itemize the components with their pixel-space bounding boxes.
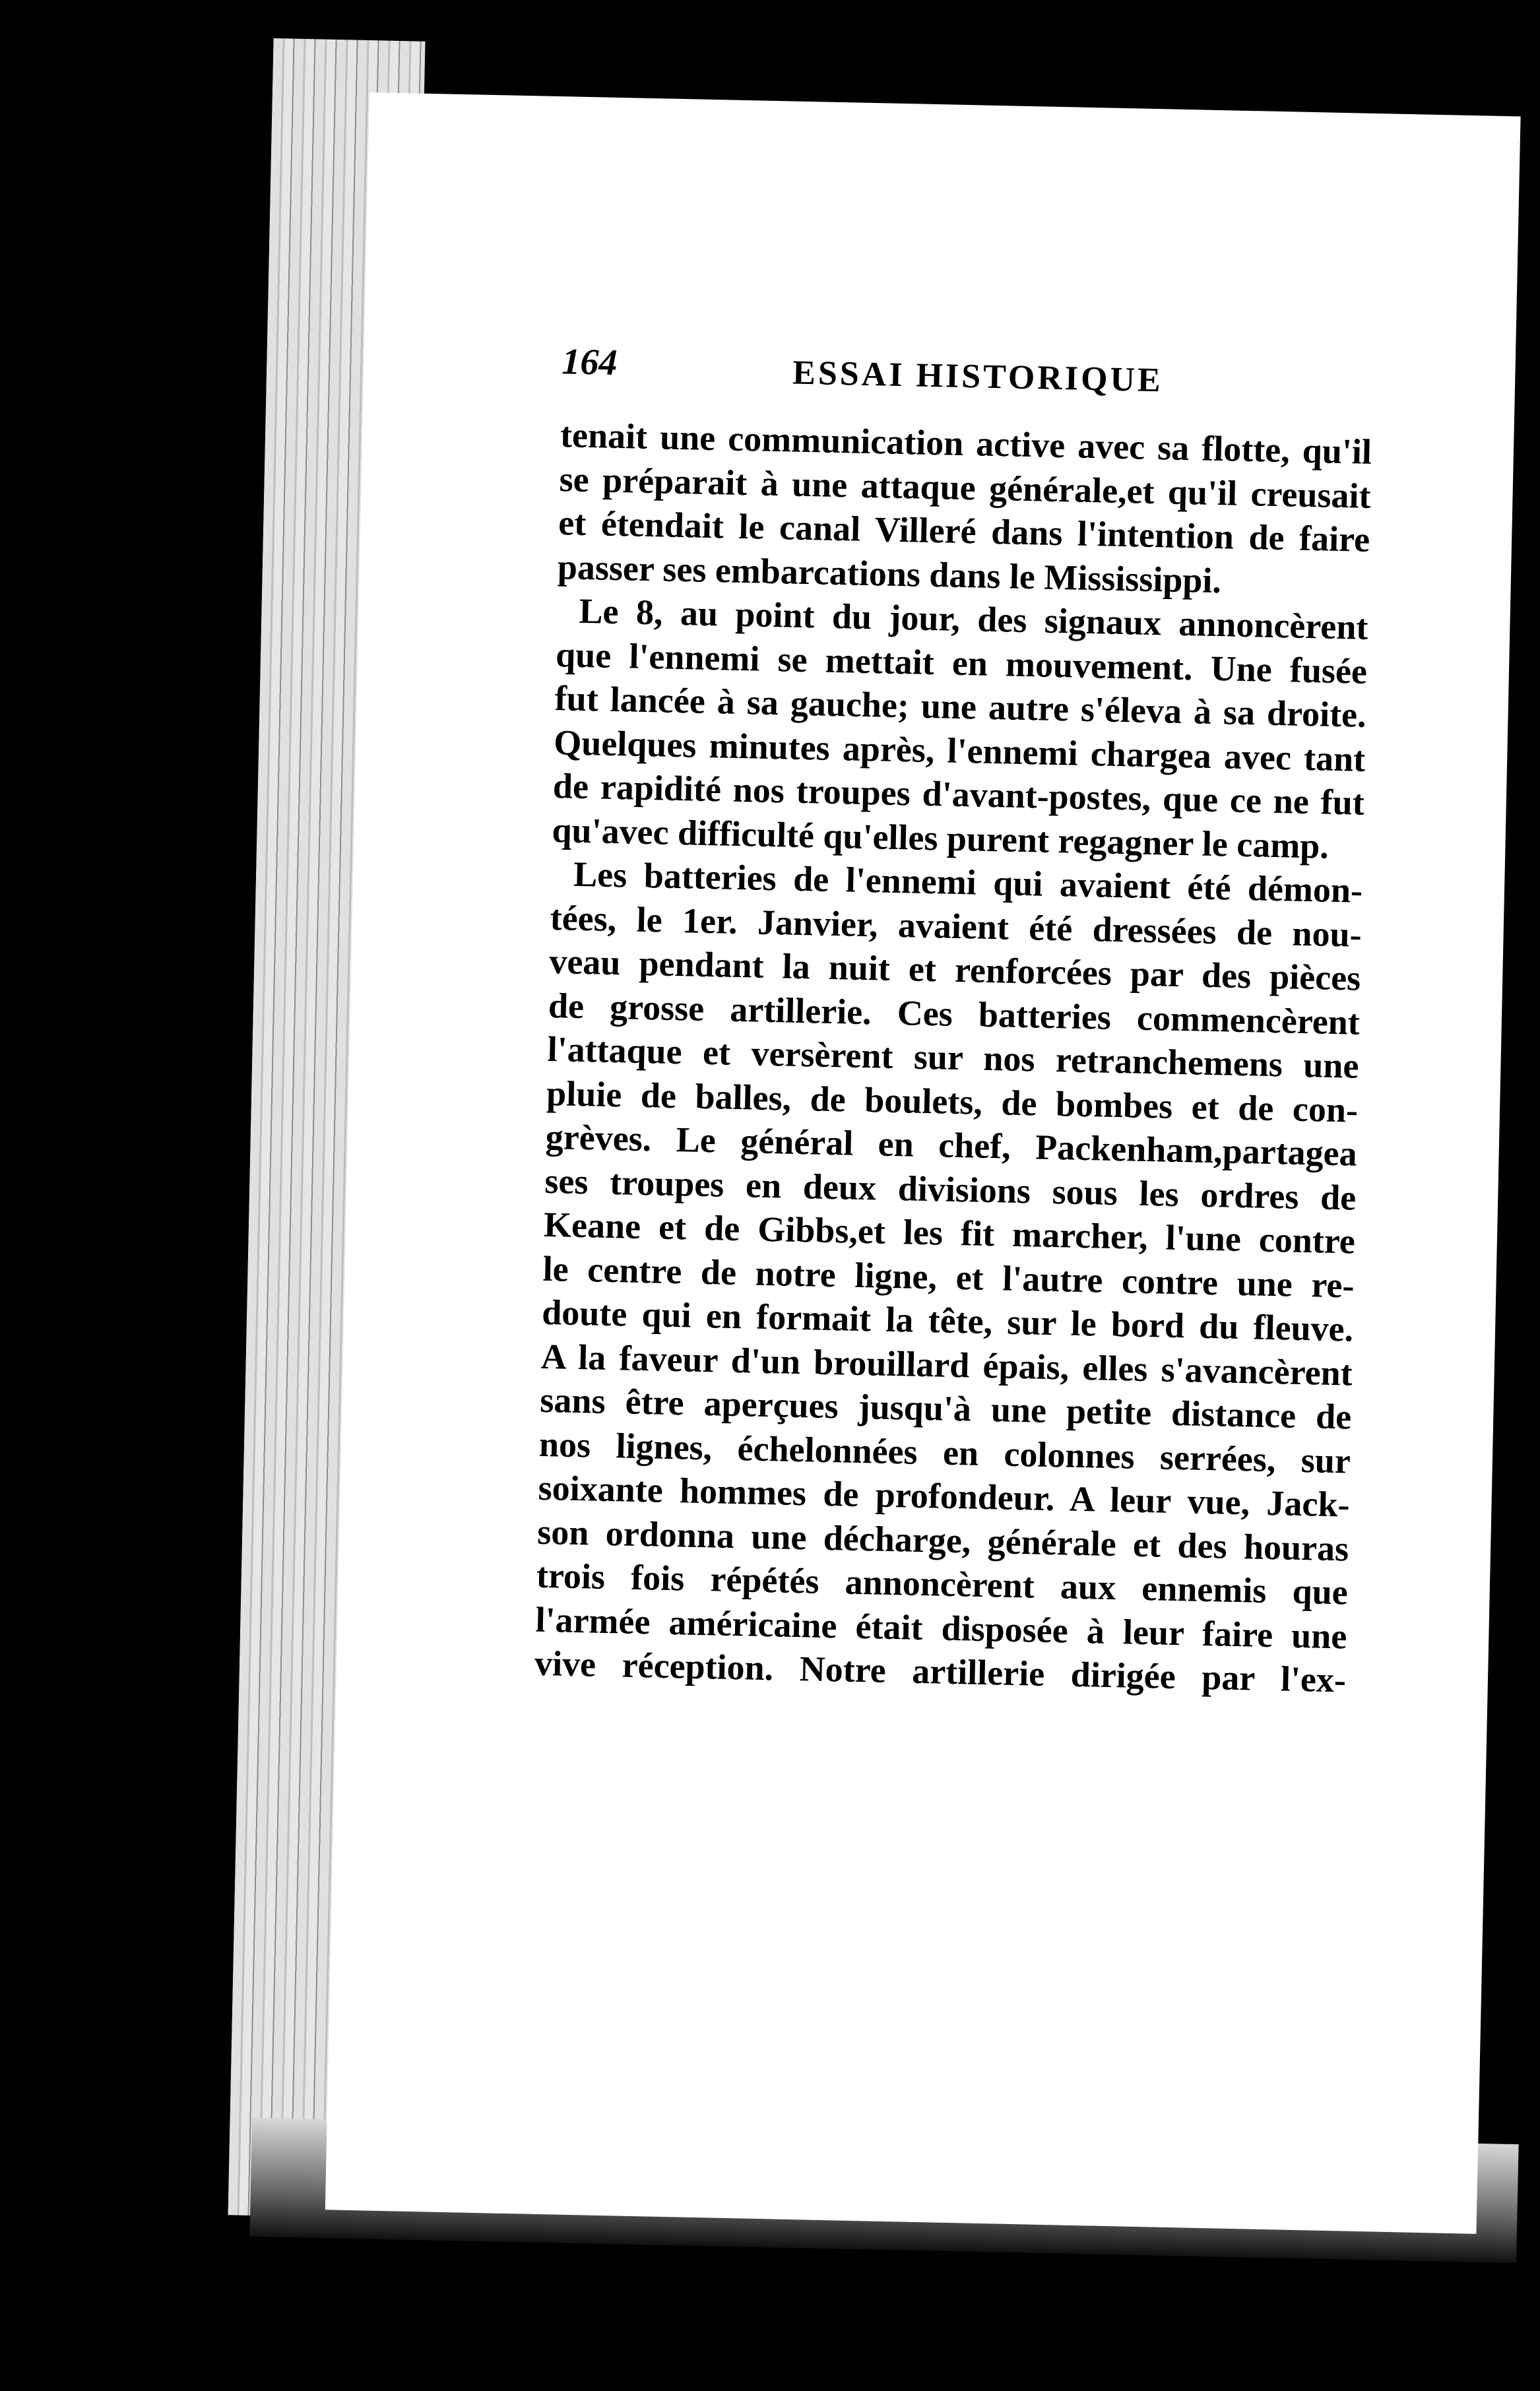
text-line: doute qui en formait la tête, sur le bord du fleuve.	[541, 1292, 1354, 1349]
text-line: et étendait le canal Villeré dans l'intention de faire	[558, 503, 1370, 559]
text-line: de grosse artillerie. Ces batteries commencèrent	[548, 985, 1361, 1042]
text-line: l'attaque et versèrent sur nos retranchemens une	[547, 1029, 1360, 1086]
page-number: 164	[561, 341, 618, 383]
text-line: Le 8, au point du jour, des signaux annoncèrent	[578, 590, 1368, 647]
text-line: Les batteries de l'ennemi qui avaient été démon-	[573, 854, 1363, 910]
running-head: ESSAI HISTORIQUE	[792, 354, 1164, 400]
text-line: pluie de balles, de boulets, de bombes et de con-	[546, 1073, 1359, 1130]
text-line: trois fois répétés annoncèrent aux ennemis que	[536, 1555, 1349, 1612]
text-line: veau pendant la nuit et renforcées par des pièces	[548, 941, 1361, 998]
text-line: tées, le 1er. Janvier, avaient été dressées de nou-	[550, 897, 1363, 955]
book-page	[325, 92, 1521, 2234]
text-line: soixante hommes de profondeur. A leur vue, Jack-	[538, 1467, 1351, 1525]
text-line: de rapidité nos troupes d'avant-postes, que ce ne fut	[552, 766, 1365, 823]
text-line: passer ses embarcations dans le Mississippi.	[557, 546, 1222, 600]
text-line: grèves. Le général en chef, Packenham,partagea	[545, 1116, 1358, 1174]
text-line: l'armée américaine était disposée à leur faire une	[534, 1599, 1347, 1657]
body-text	[534, 413, 1372, 1702]
text-line: Quelques minutes après, l'ennemi chargea avec tant	[553, 722, 1366, 779]
text-line: que l'ennemi se mettait en mouvement. Une fusée	[555, 634, 1368, 691]
text-line: qu'avec difficulté qu'elles purent regagner le camp.	[552, 810, 1330, 866]
text-line: vive réception. Notre artillerie dirigée par l'ex-	[534, 1643, 1347, 1700]
text-line: le centre de notre ligne, et l'autre contre une re-	[542, 1248, 1355, 1306]
text-line: fut lancée à sa gauche; une autre s'éleva à sa droite.	[554, 678, 1367, 735]
text-line: tenait une communication active avec sa flotte, qu'il	[560, 415, 1372, 472]
text-line: son ordonna une décharge, générale et des houras	[536, 1512, 1349, 1569]
text-line: se préparait à une attaque générale,et qu'il creusait	[559, 459, 1372, 516]
text-line: A la faveur d'un brouillard épais, elles s'avancèrent	[540, 1336, 1353, 1393]
text-line: Keane et de Gibbs,et les fit marcher, l'une contre	[543, 1204, 1356, 1261]
page-text-block	[534, 340, 1373, 1702]
text-line: ses troupes en deux divisions sous les ordres de	[544, 1161, 1357, 1218]
text-line: sans être aperçues jusqu'à une petite distance de	[539, 1380, 1352, 1437]
text-line: nos lignes, échelonnées en colonnes serrées, sur	[538, 1424, 1351, 1481]
